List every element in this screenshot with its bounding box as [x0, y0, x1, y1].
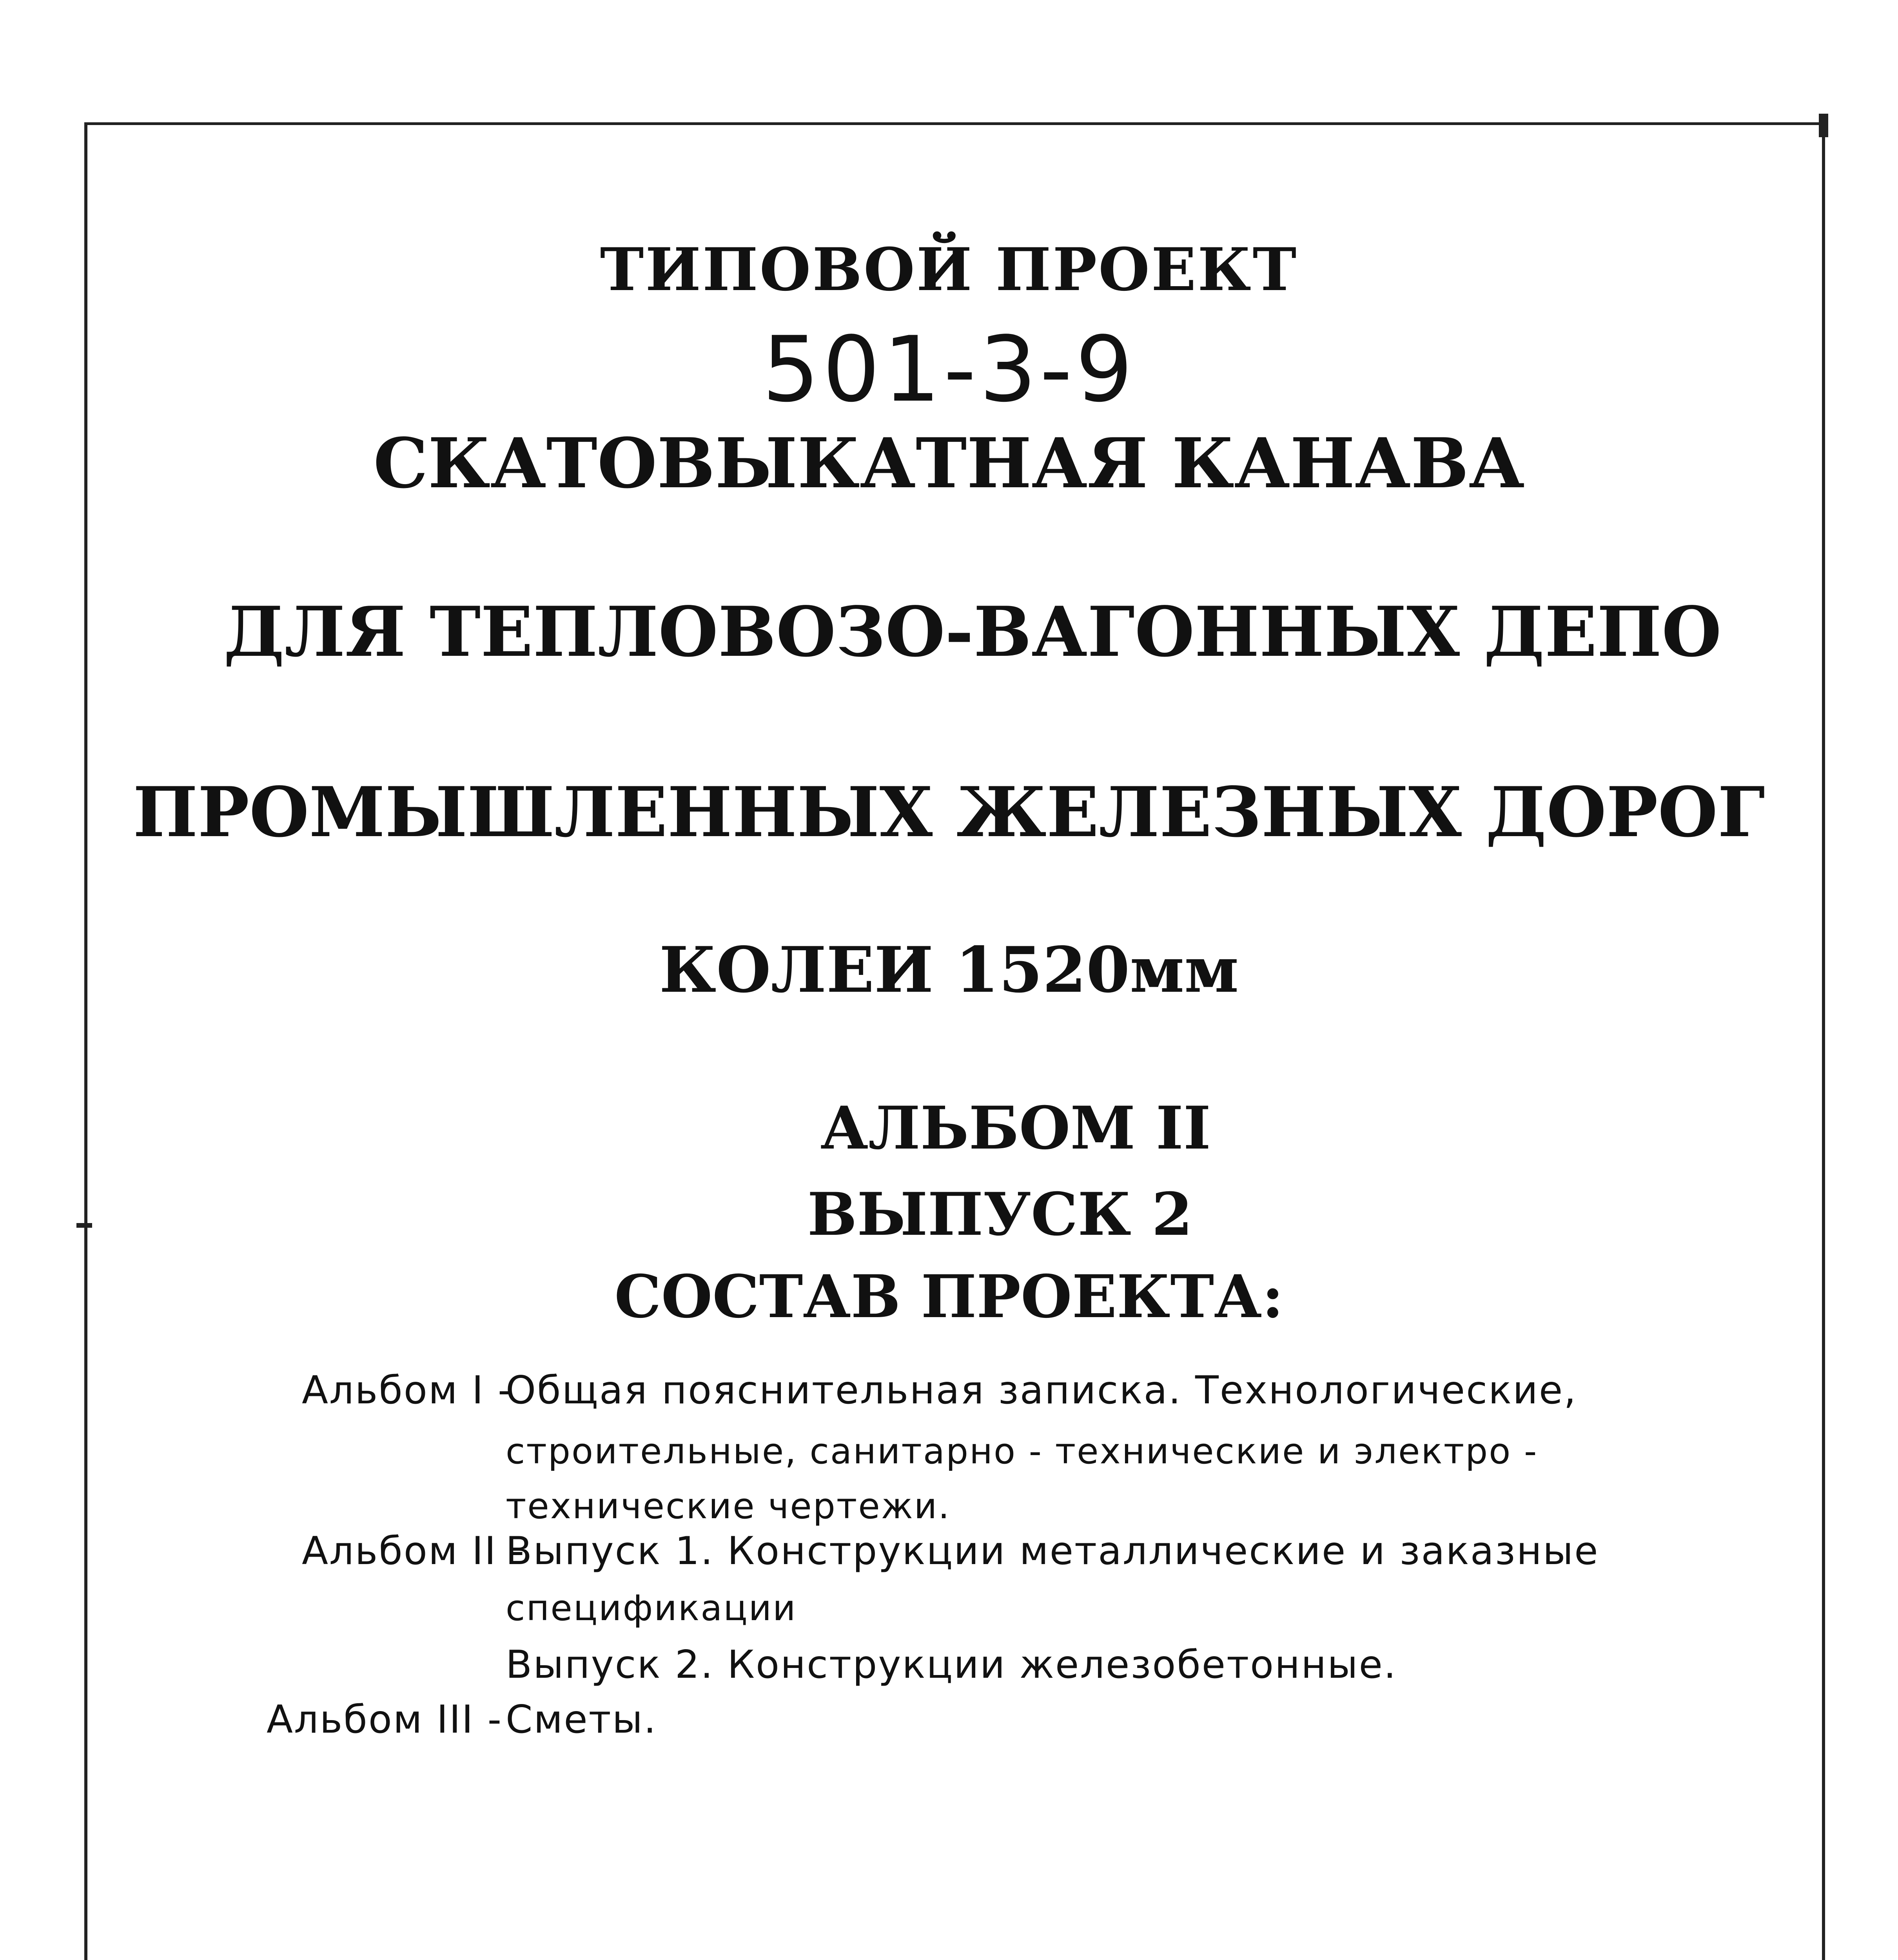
composition-heading: СОСТАВ ПРОЕКТА: — [614, 1262, 1284, 1331]
album1-line-3: технические чертежи. — [506, 1486, 951, 1527]
title-line-1: СКАТОВЫКАТНАЯ КАНАВА — [373, 423, 1525, 504]
project-number: 501-3-9 — [762, 318, 1136, 422]
album3-label: Альбом III - — [267, 1697, 503, 1742]
title-line-4: КОЛЕИ 1520мм — [659, 933, 1239, 1007]
doc-type-heading: ТИПОВОЙ ПРОЕКТ — [600, 235, 1298, 304]
album1-label: Альбом I - — [302, 1368, 513, 1413]
album2-line-1: Выпуск 1. Конструкции металлические и заказные — [506, 1529, 1599, 1573]
title-line-2: ДЛЯ ТЕПЛОВОЗО-ВАГОННЫХ ДЕПО — [223, 592, 1722, 672]
frame-corner-mark — [1819, 114, 1828, 137]
album2-label: Альбом II - — [302, 1529, 526, 1573]
issue-heading: ВЫПУСК 2 — [807, 1180, 1193, 1249]
album3-line-1: Сметы. — [506, 1697, 657, 1742]
album2-line-3: Выпуск 2. Конструкции железобетонные. — [506, 1642, 1397, 1687]
title-line-3: ПРОМЫШЛЕННЫХ ЖЕЛЕЗНЫХ ДОРОГ — [133, 772, 1765, 853]
album2-line-2: спецификации — [506, 1588, 797, 1629]
album-heading: АЛЬБОМ II — [820, 1094, 1211, 1163]
album1-line-1: Общая пояснительная записка. Технологические, — [506, 1368, 1577, 1413]
album1-line-2: строительные, санитарно - технические и электро - — [506, 1431, 1538, 1472]
frame-top-line — [84, 122, 1825, 125]
